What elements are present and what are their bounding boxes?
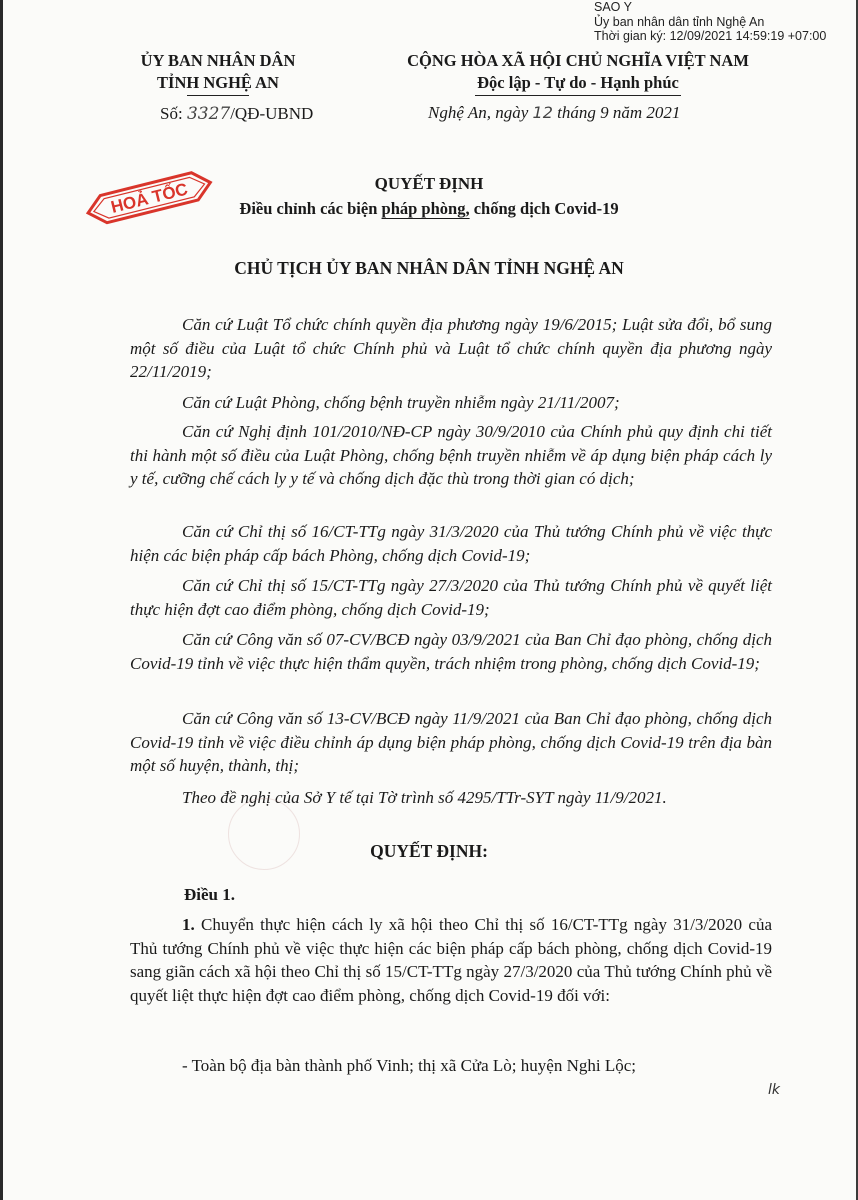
doc-number-prefix: Số: (160, 104, 187, 123)
date-day-handwritten: 12 (532, 103, 553, 122)
preamble-paragraph: Căn cứ Luật Tổ chức chính quyền địa phương ngày 19/6/2015; Luật sửa đổi, bổ sung một số điều của Luật tổ chức Chính phủ và Luật tổ chức chính quyền địa phương ngày 22/11/2019; (130, 315, 772, 381)
clause-1-number: 1. (182, 915, 195, 934)
digital-signature-stamp (594, 0, 826, 44)
issuing-agency (128, 50, 308, 96)
article-1-clause-1 (130, 913, 772, 1007)
preamble-paragraph: Căn cứ Công văn số 13-CV/BCĐ ngày 11/9/2021 của Ban Chỉ đạo phòng, chống dịch Covid-19 tỉnh về việc điều chỉnh áp dụng biện pháp phòng, chống dịch Covid-19 trên địa bàn một số huyện, thành, thị; (130, 709, 772, 775)
signature-line-3: Thời gian ký: 12/09/2021 14:59:19 +07:00 (594, 29, 827, 43)
article-1-item-1: - Toàn bộ địa bàn thành phố Vinh; thị xã Cửa Lò; huyện Nghi Lộc; (182, 1056, 636, 1075)
date-suffix: tháng 9 năm 2021 (552, 103, 681, 122)
nation-line-2: Độc lập - Tự do - Hạnh phúc (477, 73, 679, 92)
preamble-paragraph: Căn cứ Chỉ thị số 15/CT-TTg ngày 27/3/2020 của Thủ tướng Chính phủ về quyết liệt thực hiện đợt cao điểm phòng, chống dịch Covid-19; (130, 576, 772, 619)
signature-line-2: Ủy ban nhân dân tỉnh Nghệ An (594, 14, 765, 29)
preamble-paragraph: Căn cứ Công văn số 07-CV/BCĐ ngày 03/9/2021 của Ban Chỉ đạo phòng, chống dịch Covid-19 tỉnh về việc thực hiện thẩm quyền, trách nhiệm trong phòng, chống dịch Covid-19; (130, 630, 772, 673)
article-1-heading: Điều 1. (184, 885, 235, 904)
decision-heading: QUYẾT ĐỊNH: (370, 841, 488, 861)
preamble-paragraph: Căn cứ Nghị định 101/2010/NĐ-CP ngày 30/9/2010 của Chính phủ quy định chi tiết thi hành một số điều của Luật Phòng, chống bệnh truyền nhiễm về áp dụng biện pháp cách ly y tế, cưỡng chế cách ly y tế và chống dịch đặc thù trong thời gian có dịch; (130, 422, 772, 488)
agency-line-2: TỈNH NGHỆ AN (157, 73, 279, 92)
clause-1-text: Chuyển thực hiện cách ly xã hội theo Chỉ thị số 16/CT-TTg ngày 31/3/2020 của Thủ tướng Chính phủ về việc thực hiện các biện pháp cấp bách phòng, chống dịch Covid-19 sang giãn cách xã hội theo Chỉ thị số 15/CT-TTg ngày 27/3/2020 của Thủ tướng Chính phủ về quyết liệt thực hiện đợt cao điểm phòng, chống dịch Covid-19 đối với: (130, 915, 772, 1005)
agency-underline (187, 95, 249, 96)
national-motto (368, 50, 788, 96)
subtitle-part-1: Điều chỉnh các biện (239, 199, 382, 218)
subtitle-part-2: chống dịch Covid-19 (469, 199, 619, 218)
doc-number-suffix: /QĐ-UBND (230, 104, 314, 123)
page-initial-mark: lk (768, 1082, 780, 1098)
motto-underline (475, 95, 681, 96)
agency-line-1: ỦY BAN NHÂN DÂN (140, 51, 296, 70)
issue-date (428, 103, 680, 123)
decision-title: QUYẾT ĐỊNH (374, 174, 484, 193)
decision-subtitle (0, 199, 858, 219)
preamble-paragraph: Theo đề nghị của Sở Y tế tại Tờ trình số 4295/TTr-SYT ngày 11/9/2021. (182, 788, 667, 807)
document-number (160, 104, 313, 124)
signature-line-1: SAO Y (594, 0, 632, 14)
issuing-authority: CHỦ TỊCH ỦY BAN NHÂN DÂN TỈNH NGHỆ AN (234, 258, 624, 278)
doc-number-handwritten: 3327 (186, 104, 231, 124)
date-prefix: Nghệ An, ngày (428, 103, 533, 122)
preamble-paragraph: Căn cứ Chỉ thị số 16/CT-TTg ngày 31/3/2020 của Thủ tướng Chính phủ về việc thực hiện các biện pháp cấp bách Phòng, chống dịch Covid-19; (130, 522, 772, 565)
nation-line-1: CỘNG HÒA XÃ HỘI CHỦ NGHĨA VIỆT NAM (407, 51, 749, 70)
preamble-paragraph: Căn cứ Luật Phòng, chống bệnh truyền nhiễm ngày 21/11/2007; (182, 393, 620, 412)
subtitle-part-underlined: pháp phòng, (381, 199, 470, 218)
urgent-stamp-text: HOẢ TỐC (109, 179, 190, 217)
